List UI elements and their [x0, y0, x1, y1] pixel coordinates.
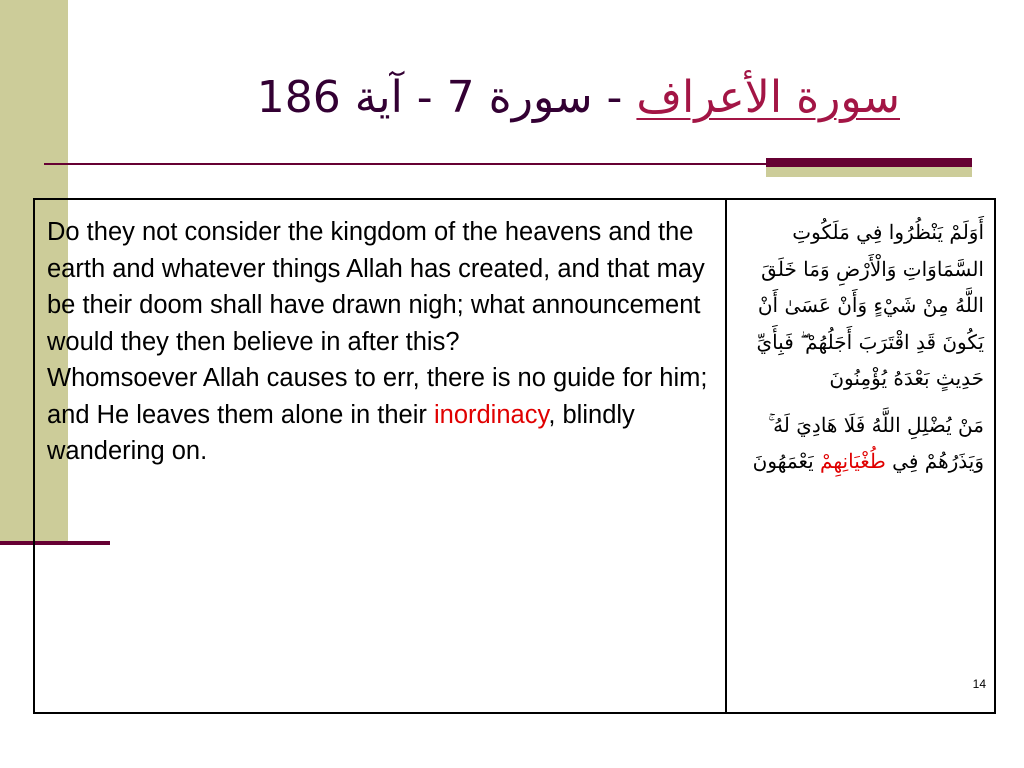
english-paragraph-2-end: , blindly wandering on.: [47, 400, 635, 465]
arabic-verse-2-end: يَعْمَهُونَ: [752, 449, 821, 473]
arabic-verse-2-text: مَنْ يُضْلِلِ اللَّهُ فَلَا هَادِيَ لَهُ ۚ وَيَذَرُهُمْ فِي: [768, 412, 984, 473]
surah-link[interactable]: سورة الأعراف: [636, 72, 900, 123]
decor-box-light: [766, 167, 972, 177]
page-number: 14: [972, 676, 986, 691]
english-paragraph-1: Do they not consider the kingdom of the heavens and the earth and whatever things Allah has created, and that may be their doom shall have drawn nigh; what announcement would they then believe in after this?: [47, 218, 705, 356]
english-paragraph-2: [47, 360, 715, 470]
verse-table: [33, 198, 996, 714]
decor-box-dark: [766, 158, 972, 167]
english-paragraph-2-text: Whomsoever Allah causes to err, there is no guide for him; and He leaves them alone in their: [47, 364, 708, 429]
title-verse-ref: - سورة 7 - آية 186: [256, 72, 623, 123]
arabic-verse-2: [737, 407, 984, 480]
slide-title: [70, 58, 900, 138]
highlighted-word: inordinacy: [433, 400, 549, 429]
english-translation-cell: [35, 200, 727, 712]
title-divider: [44, 163, 766, 165]
arabic-highlighted-word: طُغْيَانِهِمْ: [820, 449, 886, 473]
arabic-text-cell: [727, 200, 994, 712]
arabic-verse-1: أَوَلَمْ يَنْظُرُوا فِي مَلَكُوتِ السَّمَاوَاتِ وَالْأَرْضِ وَمَا خَلَقَ اللَّهُ مِنْ شَيْءٍ وَأَنْ عَسَىٰ أَنْ يَكُونَ قَدِ اقْتَرَبَ أَجَلُهُمْ ۖ فَبِأَيِّ حَدِيثٍ بَعْدَهُ يُؤْمِنُونَ: [756, 220, 984, 390]
